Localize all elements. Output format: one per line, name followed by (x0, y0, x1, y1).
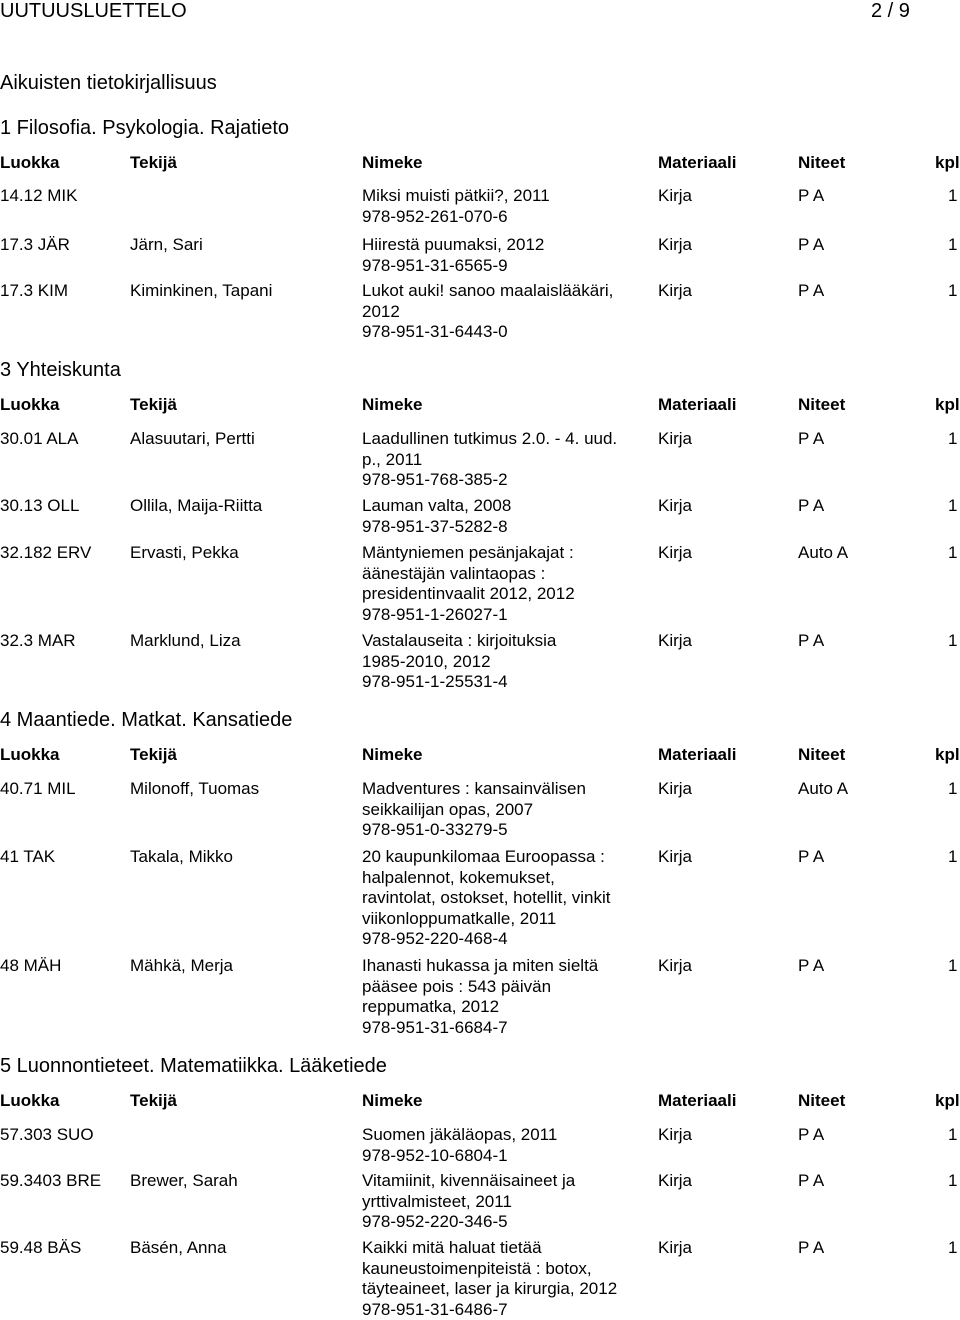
column-header-kpl: kpl (935, 395, 960, 414)
item-title-line: Suomen jäkäläopas, 2011 (362, 1125, 558, 1144)
item-isbn: 978-951-1-25531-4 (362, 672, 508, 691)
item-class-code: 30.01 ALA (0, 429, 79, 448)
item-isbn: 978-951-768-385-2 (362, 470, 508, 489)
item-title-line: kauneustoimenpiteistä : botox, (362, 1258, 592, 1278)
item-title-line: 20 kaupunkilomaa Euroopassa : (362, 847, 605, 866)
column-header-materiaali: Materiaali (658, 153, 737, 172)
item-title (362, 496, 652, 537)
item-isbn: 978-951-31-6684-7 (362, 1017, 508, 1037)
item-title (362, 281, 652, 343)
column-header-tekija: Tekijä (130, 1091, 177, 1110)
item-material: Kirja (658, 496, 693, 515)
item-isbn: 978-951-31-6486-7 (362, 1299, 508, 1319)
item-copies-location: Auto A (798, 779, 849, 798)
column-header-materiaali: Materiaali (658, 395, 737, 414)
item-copies-location: P A (798, 1125, 825, 1144)
column-header-niteet: Niteet (798, 1091, 846, 1110)
item-isbn: 978-952-10-6804-1 (362, 1145, 508, 1165)
item-isbn: 978-952-220-346-5 (362, 1212, 508, 1231)
item-material: Kirja (658, 186, 693, 205)
item-count: 1 (948, 1171, 958, 1190)
column-header-luokka: Luokka (0, 1091, 60, 1110)
item-count: 1 (948, 186, 958, 205)
item-material: Kirja (658, 847, 693, 866)
page-title: UUTUUSLUETTELO (0, 0, 187, 22)
item-title-line: pääsee pois : 543 päivän (362, 976, 552, 996)
column-header-nimeke: Nimeke (362, 745, 423, 764)
section-heading: 5 Luonnontieteet. Matematiikka. Lääketiede (0, 1055, 387, 1077)
item-material: Kirja (658, 1125, 693, 1144)
item-title-line: äänestäjän valintaopas : (362, 563, 546, 583)
item-count: 1 (948, 1125, 958, 1144)
item-copies-location: P A (798, 956, 825, 975)
column-header-nimeke: Nimeke (362, 153, 423, 172)
item-copies-location: P A (798, 847, 825, 866)
item-title-line: Vastalauseita : kirjoituksia (362, 631, 557, 650)
item-title-line: Vitamiinit, kivennäisaineet ja (362, 1171, 576, 1190)
item-material: Kirja (658, 235, 693, 254)
item-title-line: p., 2011 (362, 449, 423, 469)
item-title (362, 956, 652, 1038)
item-isbn: 978-951-31-6565-9 (362, 255, 508, 275)
item-class-code: 41 TAK (0, 847, 56, 866)
item-copies-location: P A (798, 186, 825, 205)
item-title-line: Ihanasti hukassa ja miten sieltä (362, 956, 599, 975)
item-count: 1 (948, 496, 958, 515)
item-copies-location: P A (798, 496, 825, 515)
item-title-line: ravintolat, ostokset, hotellit, vinkit (362, 888, 611, 907)
item-title-line: Kaikki mitä haluat tietää (362, 1238, 542, 1257)
item-copies-location: P A (798, 429, 825, 448)
column-header-niteet: Niteet (798, 745, 846, 764)
item-count: 1 (948, 847, 958, 866)
item-title-line: seikkailijan opas, 2007 (362, 799, 534, 819)
item-class-code: 57.303 SUO (0, 1125, 94, 1144)
item-count: 1 (948, 956, 958, 975)
item-isbn: 978-951-31-6443-0 (362, 322, 508, 341)
collection-heading: Aikuisten tietokirjallisuus (0, 72, 217, 94)
item-title-line: Miksi muisti pätkii?, 2011 (362, 186, 550, 205)
item-title-line: viikonloppumatkalle, 2011 (362, 908, 557, 928)
column-header-tekija: Tekijä (130, 153, 177, 172)
column-header-luokka: Luokka (0, 395, 60, 414)
item-title-line: 1985-2010, 2012 (362, 651, 491, 671)
item-isbn: 978-952-220-468-4 (362, 929, 508, 948)
item-material: Kirja (658, 429, 693, 448)
item-material: Kirja (658, 1171, 693, 1190)
item-class-code: 48 MÄH (0, 956, 62, 975)
column-header-niteet: Niteet (798, 153, 846, 172)
column-header-tekija: Tekijä (130, 745, 177, 764)
column-header-nimeke: Nimeke (362, 1091, 423, 1110)
item-title-line: Madventures : kansainvälisen (362, 779, 586, 798)
item-title-line: presidentinvaalit 2012, 2012 (362, 584, 575, 603)
item-author: Milonoff, Tuomas (130, 779, 260, 798)
column-header-tekija: Tekijä (130, 395, 177, 414)
item-count: 1 (948, 631, 958, 650)
item-class-code: 32.182 ERV (0, 543, 92, 562)
item-title-line: Hiirestä puumaksi, 2012 (362, 235, 545, 254)
item-title (362, 186, 652, 227)
item-author: Järn, Sari (130, 235, 203, 254)
item-title (362, 543, 652, 625)
item-copies-location: P A (798, 1171, 825, 1190)
column-header-niteet: Niteet (798, 395, 846, 414)
section-heading: 4 Maantiede. Matkat. Kansatiede (0, 709, 293, 731)
item-title (362, 847, 652, 950)
item-count: 1 (948, 235, 958, 254)
item-class-code: 32.3 MAR (0, 631, 76, 650)
item-count: 1 (948, 1238, 958, 1257)
column-header-nimeke: Nimeke (362, 395, 423, 414)
item-class-code: 17.3 KIM (0, 281, 69, 300)
item-title-line: yrttivalmisteet, 2011 (362, 1191, 512, 1211)
item-material: Kirja (658, 631, 693, 650)
item-title-line: Mäntyniemen pesänjakajat : (362, 543, 574, 562)
item-copies-location: Auto A (798, 543, 849, 562)
item-material: Kirja (658, 1238, 693, 1257)
item-copies-location: P A (798, 281, 825, 300)
item-class-code: 17.3 JÄR (0, 235, 70, 254)
item-title-line: 2012 (362, 301, 400, 321)
section-heading: 1 Filosofia. Psykologia. Rajatieto (0, 117, 290, 139)
item-copies-location: P A (798, 1238, 825, 1257)
column-header-materiaali: Materiaali (658, 1091, 737, 1110)
item-class-code: 59.3403 BRE (0, 1171, 102, 1190)
item-isbn: 978-952-261-070-6 (362, 206, 508, 226)
column-header-materiaali: Materiaali (658, 745, 737, 764)
item-class-code: 59.48 BÄS (0, 1238, 82, 1257)
item-material: Kirja (658, 543, 693, 562)
item-count: 1 (948, 429, 958, 448)
item-author: Alasuutari, Pertti (130, 429, 255, 448)
item-isbn: 978-951-0-33279-5 (362, 820, 508, 839)
item-title (362, 429, 652, 491)
item-material: Kirja (658, 779, 693, 798)
column-header-kpl: kpl (935, 1091, 960, 1110)
item-title-line: Lukot auki! sanoo maalaislääkäri, (362, 281, 614, 300)
column-header-luokka: Luokka (0, 153, 60, 172)
item-class-code: 30.13 OLL (0, 496, 80, 515)
item-title-line: Laadullinen tutkimus 2.0. - 4. uud. (362, 429, 618, 448)
section-heading: 3 Yhteiskunta (0, 359, 121, 381)
item-count: 1 (948, 281, 958, 300)
item-title-line: täyteaineet, laser ja kirurgia, 2012 (362, 1279, 618, 1298)
item-title (362, 1171, 652, 1233)
page-number: 2 / 9 (871, 0, 910, 22)
item-isbn: 978-951-37-5282-8 (362, 516, 508, 536)
item-title (362, 1125, 652, 1166)
item-title (362, 1238, 652, 1320)
item-author: Takala, Mikko (130, 847, 233, 866)
item-author: Brewer, Sarah (130, 1171, 238, 1190)
item-copies-location: P A (798, 235, 825, 254)
item-count: 1 (948, 543, 958, 562)
item-author: Bäsén, Anna (130, 1238, 227, 1257)
item-title-line: reppumatka, 2012 (362, 997, 500, 1016)
item-title-line: Lauman valta, 2008 (362, 496, 512, 515)
item-isbn: 978-951-1-26027-1 (362, 604, 508, 624)
item-title (362, 235, 652, 276)
item-title-line: halpalennot, kokemukset, (362, 867, 555, 887)
item-class-code: 14.12 MIK (0, 186, 78, 205)
item-author: Marklund, Liza (130, 631, 241, 650)
item-title (362, 631, 652, 693)
column-header-kpl: kpl (935, 745, 960, 764)
item-author: Ervasti, Pekka (130, 543, 239, 562)
item-material: Kirja (658, 281, 693, 300)
item-author: Mähkä, Merja (130, 956, 233, 975)
item-title (362, 779, 652, 841)
item-copies-location: P A (798, 631, 825, 650)
item-author: Ollila, Maija-Riitta (130, 496, 263, 515)
item-count: 1 (948, 779, 958, 798)
item-material: Kirja (658, 956, 693, 975)
item-class-code: 40.71 MIL (0, 779, 76, 798)
item-author: Kiminkinen, Tapani (130, 281, 273, 300)
column-header-luokka: Luokka (0, 745, 60, 764)
column-header-kpl: kpl (935, 153, 960, 172)
